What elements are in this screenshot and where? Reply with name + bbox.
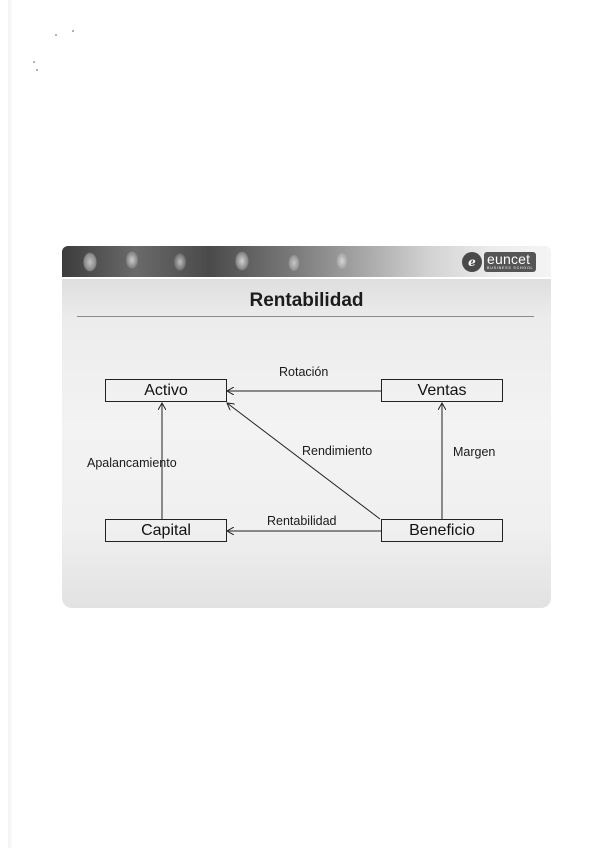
euncet-logo — [462, 251, 546, 273]
scan-speck — [72, 30, 74, 32]
logo-word: euncet — [487, 251, 531, 267]
slide-title: Rentabilidad — [249, 290, 364, 311]
label-margen: Margen — [453, 445, 496, 459]
logo-wordmark — [484, 252, 536, 272]
arrow-rendimiento — [227, 403, 380, 519]
logo-subtitle: BUSINESS SCHOOL — [487, 266, 534, 270]
node-activo: Activo — [105, 379, 227, 402]
scan-speck — [55, 34, 57, 36]
scan-speck — [33, 61, 35, 63]
logo-mark-icon: e — [462, 252, 482, 272]
label-apalancamiento: Apalancamiento — [87, 456, 177, 470]
node-ventas: Ventas — [381, 379, 503, 402]
node-beneficio: Beneficio — [381, 519, 503, 542]
scan-speck — [36, 69, 38, 71]
node-capital: Capital — [105, 519, 227, 542]
header-photo-strip — [62, 246, 392, 277]
label-rendimiento: Rendimiento — [302, 444, 373, 458]
label-rentabilidad: Rentabilidad — [267, 514, 337, 528]
scan-edge — [8, 0, 12, 848]
label-rotacion: Rotación — [279, 365, 329, 379]
slide-panel — [62, 279, 551, 608]
